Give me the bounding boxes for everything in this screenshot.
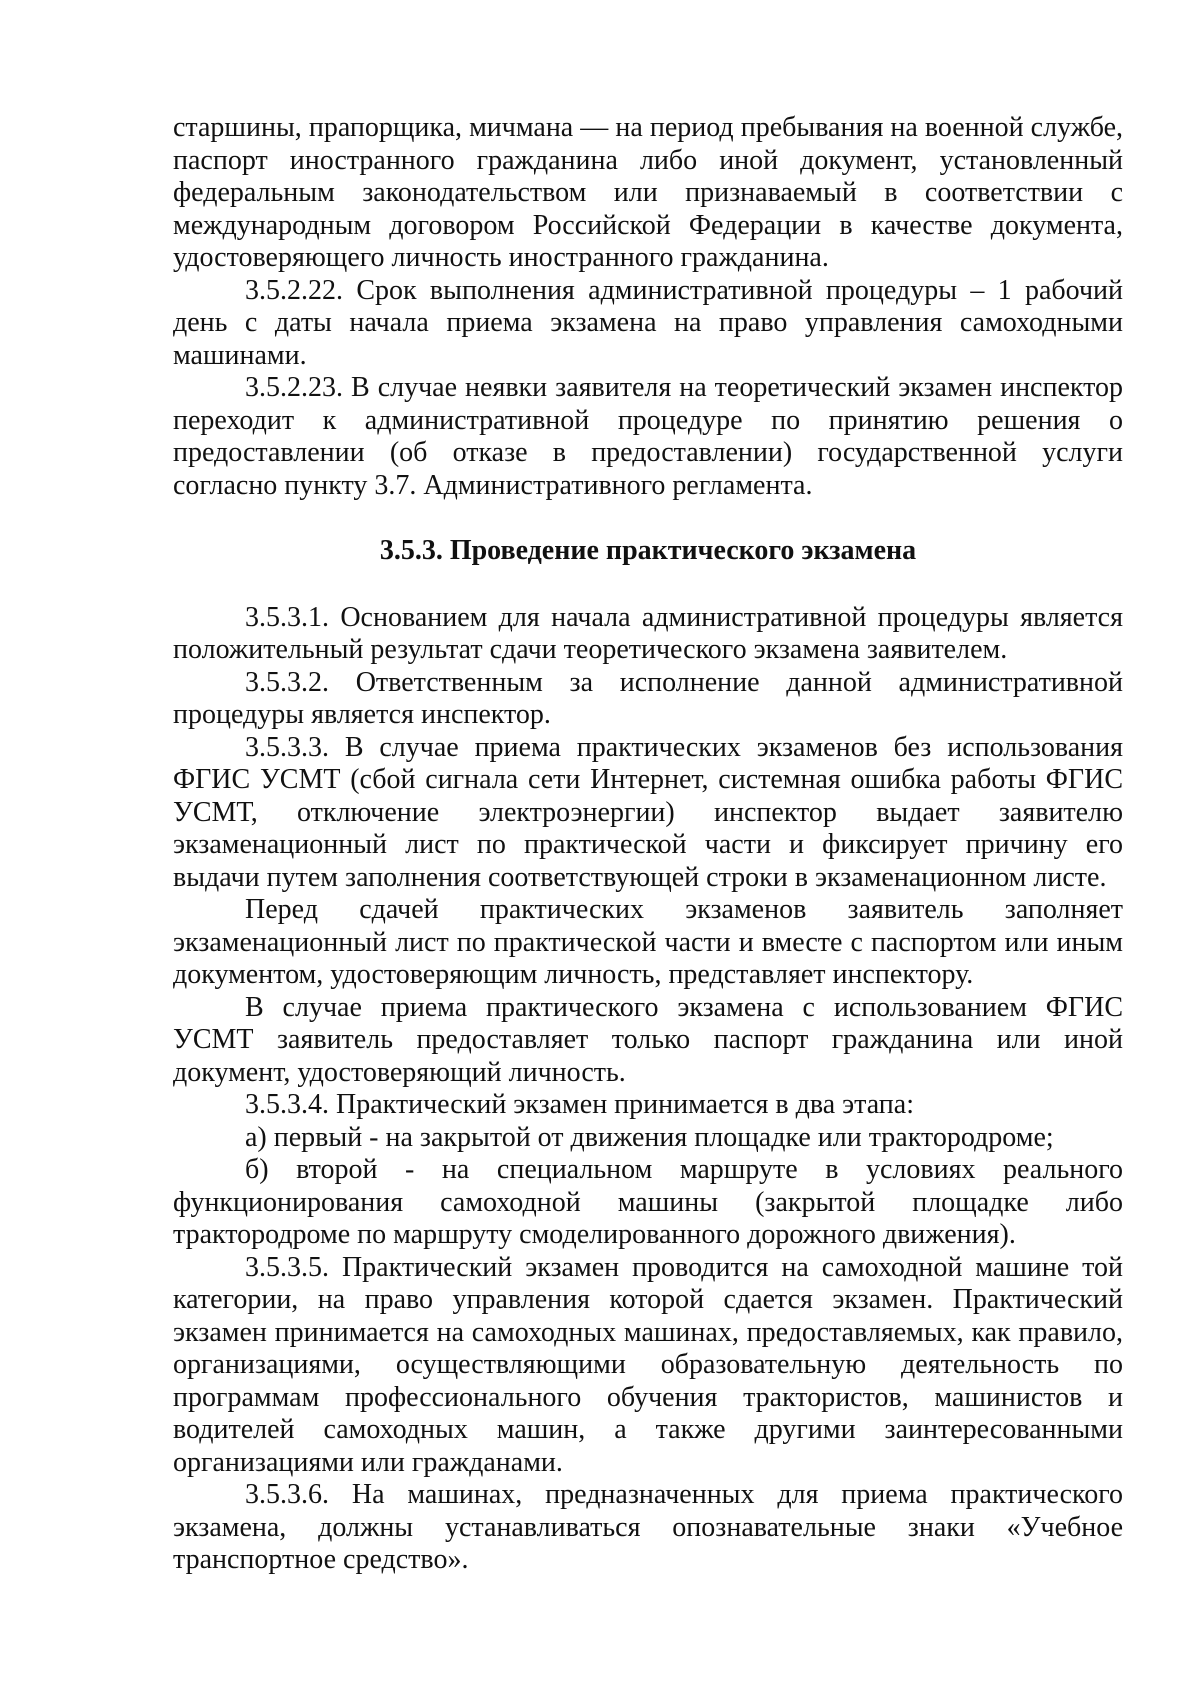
paragraph-3-5-3-6: 3.5.3.6. На машинах, предназначенных для приема практического экзамена, должны устанавливаться опознавательные знаки «Учебное транспортное средство».: [173, 1479, 1123, 1575]
paragraph-continued: старшины, прапорщика, мичмана — на период пребывания на военной службе, паспорт иностранного гражданина либо иной документ, установленный федеральным законодательством или признаваемый в соответствии с международным договором Российской Федерации в качестве документа, удостоверяющего личность иностранного гражданина.: [173, 112, 1123, 273]
paragraph-3-5-3-4: 3.5.3.4. Практический экзамен принимается в два этапа:: [245, 1089, 914, 1120]
section-heading: 3.5.3. Проведение практического экзамена: [379, 535, 917, 566]
paragraph-3-5-3-2: 3.5.3.2. Ответственным за исполнение данной административной процедуры является инспектор.: [173, 666, 1123, 730]
paragraph-3-5-3-5: 3.5.3.5. Практический экзамен проводится на самоходной машине той категории, на право управления которой сдается экзамен. Практический экзамен принимается на самоходных машинах, предоставляемых, как правило, организациями, осуществляющими образовательную деятельность по программам профессионального обучения трактористов, машинистов и водителей самоходных машин, а также другими заинтересованными организациями или гражданами.: [173, 1251, 1123, 1478]
paragraph-before-exam: Перед сдачей практических экзаменов заявитель заполняет экзаменационный лист по практической части и вместе с паспортом или иным документом, удостоверяющим личность, представляет инспектору.: [173, 894, 1123, 990]
paragraph-stage-a: а) первый - на закрытой от движения площадке или трактородроме;: [245, 1121, 1054, 1153]
paragraph-3-5-3-1: 3.5.3.1. Основанием для начала административной процедуры является положительный результат сдачи теоретического экзамена заявителем.: [173, 601, 1123, 665]
paragraph-3-5-2-23: 3.5.2.23. В случае неявки заявителя на теоретический экзамен инспектор переходит к административной процедуре по принятию решения о предоставлении (об отказе в предоставлении) государственной услуги согласно пункту 3.7. Административного регламента.: [173, 372, 1123, 501]
paragraph-with-fgis: В случае приема практического экзамена с использованием ФГИС УСМТ заявитель предоставляет только паспорт гражданина или иной документ, удостоверяющий личность.: [173, 991, 1123, 1088]
paragraph-3-5-3-3: 3.5.3.3. В случае приема практических экзаменов без использования ФГИС УСМТ (сбой сигнала сети Интернет, системная ошибка работы ФГИС УСМТ, отключение электроэнергии) инспектор выдает заявителю экзаменационный лист по практической части и фиксирует причину его выдачи путем заполнения соответствующей строки в экзаменационном листе.: [173, 731, 1123, 893]
paragraph-3-5-2-22: 3.5.2.22. Срок выполнения административной процедуры – 1 рабочий день с даты начала приема экзамена на право управления самоходными машинами.: [173, 274, 1123, 371]
paragraph-stage-b: б) второй - на специальном маршруте в условиях реального функционирования самоходной машины (закрытой площадке либо трактородроме по маршруту смоделированного дорожного движения).: [173, 1154, 1123, 1250]
document-page: [173, 112, 1123, 1577]
